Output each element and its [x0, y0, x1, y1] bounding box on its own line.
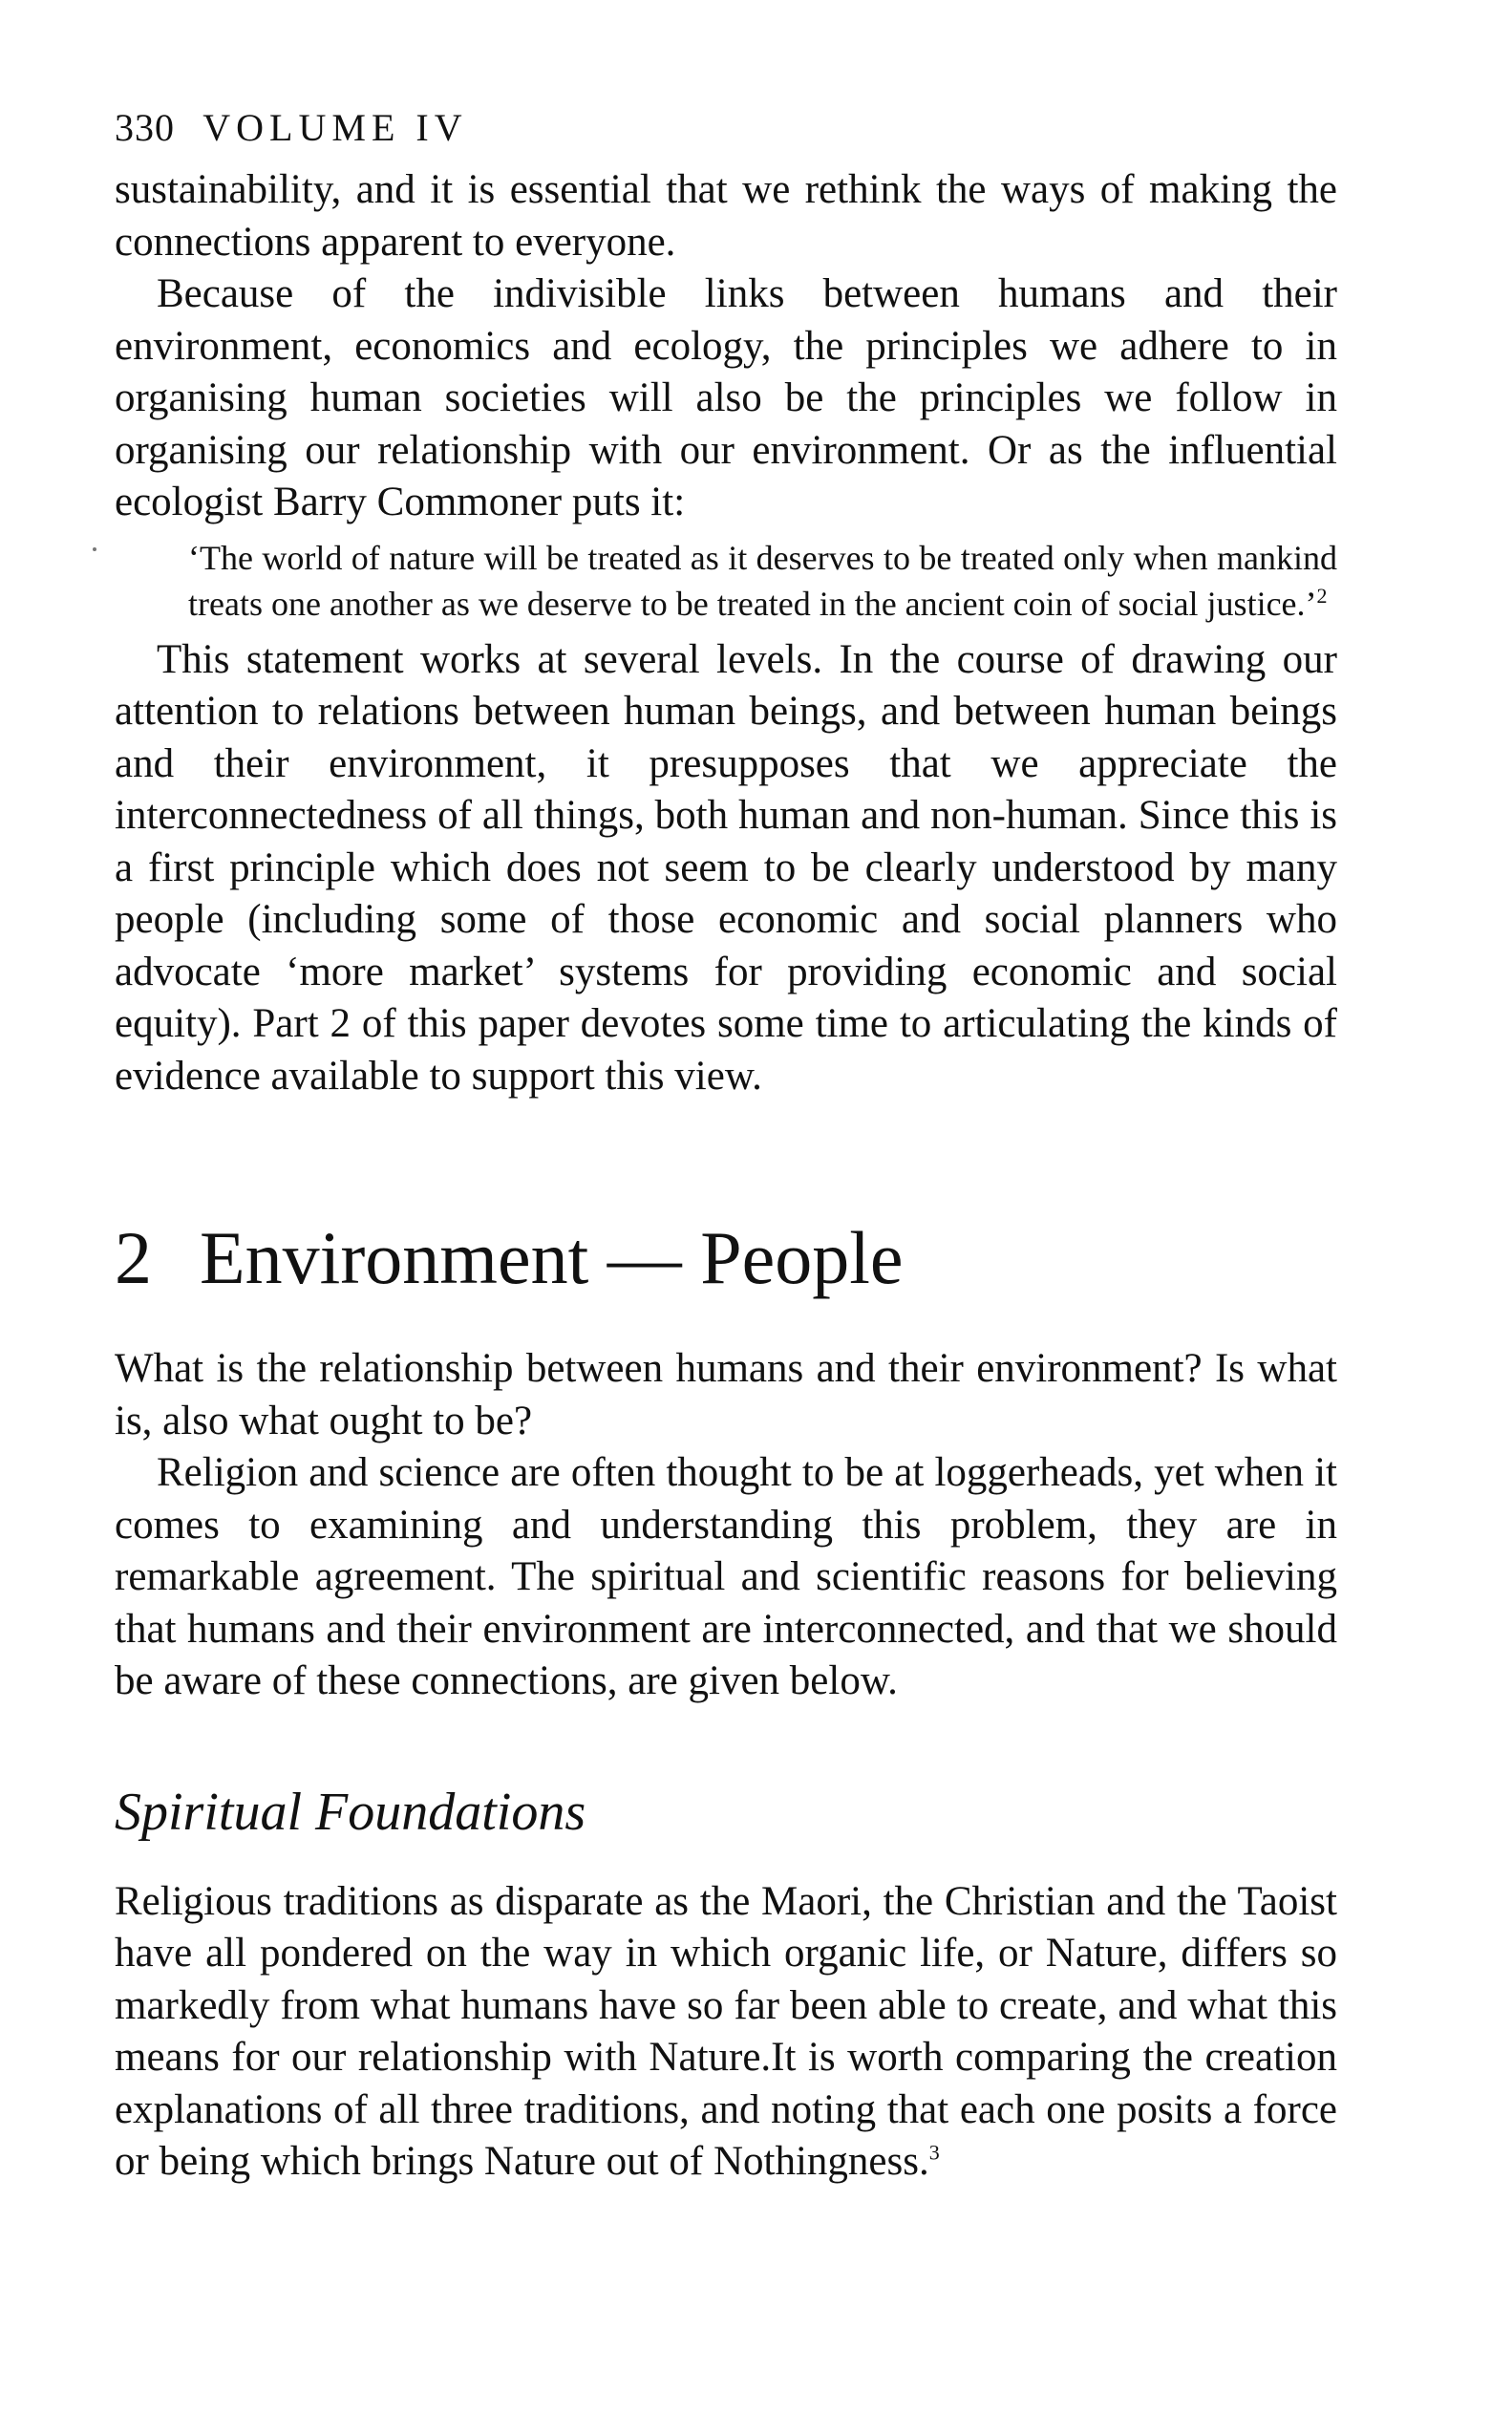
footnote-ref-2: 2 [1316, 583, 1328, 608]
paragraph-indivisible-links: Because of the indivisible links between humans and their environment, economics and ecology, the principles we adhere to in organising human societies will also be the principles we follow in organising our relationship with our environment. Or as the influential ecologist Barry Commoner puts it: [115, 271, 1337, 524]
paragraph-relationship-question: What is the relationship between humans and their environment? Is what is, also what ought to be? [115, 1346, 1337, 1443]
section-heading [115, 1215, 1337, 1301]
paragraph-religion-science: Religion and science are often thought to be at loggerheads, yet when it comes to examining and understanding this problem, they are in remarkable agreement. The spiritual and scientific reasons for believing that humans and their environment are interconnected, and that we should be aware of these connections, are given below. [115, 1450, 1337, 1703]
paragraph-religious-traditions [115, 1876, 1337, 2189]
volume-label: VOLUME IV [202, 106, 468, 149]
page-number: 330 [115, 106, 175, 149]
footnote-ref-3: 3 [928, 2140, 940, 2165]
paragraph-text: Religious traditions as disparate as the Maori, the Christian and the Taoist have all pondered on the way in which organic life, or Nature, differs so markedly from what humans have so far been able to create, and what this means for our relationship with Nature.It is worth comparing the creation explanations of all three traditions, and noting that each one posits a force or being which brings Nature out of Nothingness. [115, 1878, 1337, 2184]
page-content [115, 105, 1337, 2189]
paragraph-continued: sustainability, and it is essential that we rethink the ways of making the connections apparent to everyone. [115, 167, 1337, 265]
quote-text: ‘The world of nature will be treated as it deserves to be treated only when mankind treats one another as we deserve to be treated in the ancient coin of social justice.’ [188, 538, 1337, 623]
block-quote-commoner [188, 535, 1337, 627]
running-head [115, 105, 1337, 151]
paragraph-statement-levels: This statement works at several levels. In the course of drawing our attention to relations between human beings, and between human beings and their environment, it presupposes that we appreciate the interconnectedness of all things, both human and non-human. Since this is a first principle which does not seem to be clearly understood by many people (including some of those economic and social planners who advocate ‘more market’ systems for providing economic and social equity). Part 2 of this paper devotes some time to articulating the kinds of evidence available to support this view. [115, 636, 1337, 1099]
section-number: 2 [115, 1216, 152, 1299]
section-title: Environment — People [200, 1216, 904, 1299]
margin-speck [93, 547, 96, 551]
subsection-heading: Spiritual Foundations [115, 1782, 586, 1842]
